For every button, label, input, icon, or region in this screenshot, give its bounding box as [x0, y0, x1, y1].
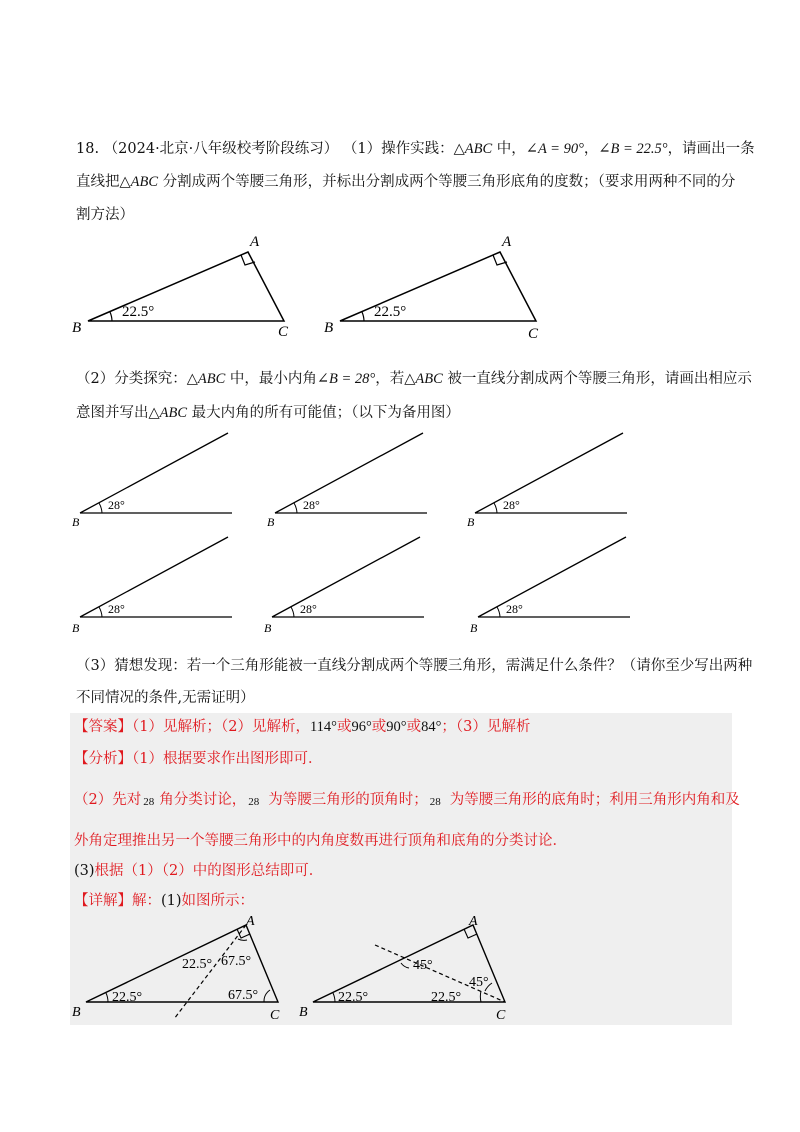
angle-arc [494, 503, 497, 513]
text: ；（3）见解析 [441, 719, 531, 735]
part2-line-1 [76, 369, 752, 389]
text: （3）猜想发现：若一个三角形能被一直线分割成两个等腰三角形，需满足什么条件？（请你至少写出两种 [76, 658, 753, 674]
angle-label-right: 45° [469, 975, 489, 990]
ray-upper [272, 537, 420, 617]
text: 外角定理推出另一个等腰三角形中的内角度数再进行顶角和底角的分类讨论． [74, 833, 567, 849]
text: 或 [336, 719, 352, 735]
text: ， [583, 141, 599, 157]
spare-figure-5 [262, 532, 432, 637]
answer-value-3: 90° [386, 719, 407, 735]
question-line-1 [76, 139, 755, 159]
answer-value-2: 96° [351, 719, 372, 735]
angle-label-left-split: 22.5° [182, 957, 213, 972]
label-b: B [324, 320, 334, 336]
analysis-tag: 【分析】 [74, 751, 132, 767]
angle-a-value: ∠A = 90° [525, 141, 584, 157]
text: 解： [132, 893, 161, 909]
text: 为等腰三角形的底角时；利用三角形内角和及 [449, 792, 740, 808]
label-b: B [72, 621, 80, 635]
label-b: B [299, 1005, 308, 1020]
angle-label: 22.5° [122, 304, 155, 320]
text: 为等腰三角形的顶角时； [268, 792, 428, 808]
label-b: B [470, 621, 478, 635]
analysis-line-4 [74, 861, 323, 881]
label-b: B [72, 320, 82, 336]
angle-label-b: 22.5° [112, 990, 143, 1005]
solution-figure-2 [295, 915, 520, 1027]
spare-figure-2 [265, 428, 435, 528]
label-a: A [502, 234, 512, 250]
triangle-abc: △ABC [186, 371, 226, 387]
answer-line [74, 717, 530, 737]
text: 角分类讨论， [159, 792, 247, 808]
label-b: B [72, 1005, 81, 1020]
figure-part1-left [70, 228, 300, 340]
angle-arc-a [238, 939, 247, 940]
ray-upper [80, 537, 228, 617]
angle-arc-c [264, 990, 270, 1002]
text: 或 [406, 719, 422, 735]
degree-value: 28 [143, 796, 155, 808]
triangle-abc: △ABC [119, 174, 159, 190]
analysis-line-2 [74, 790, 740, 810]
label-c: C [270, 1008, 280, 1023]
text: 根据（1）（2）中的图形总结即可． [94, 863, 324, 879]
angle-arc-b [106, 993, 108, 1002]
text: ，若 [375, 371, 405, 387]
angle-label: 28° [108, 498, 125, 512]
angle-arc [362, 312, 364, 321]
angle-b-value: ∠B = 28° [316, 371, 376, 387]
label-b: B [467, 515, 475, 528]
part1-label: （1）操作实践： [342, 141, 454, 157]
dashed-median [174, 925, 246, 1019]
part3-line-1 [76, 656, 752, 676]
angle-b-value: ∠B = 22.5° [598, 141, 668, 157]
angle-label: 28° [300, 602, 317, 616]
text: 割方法） [76, 207, 134, 223]
angle-label-c: 67.5° [228, 988, 259, 1003]
answer-value-1: 114° [309, 719, 337, 735]
angle-label: 28° [506, 602, 523, 616]
question-source: （2024·北京·八年级校考阶段练习） [103, 141, 339, 157]
text: 中，最小内角 [225, 371, 317, 387]
angle-arc [497, 607, 500, 617]
label-a: A [246, 915, 255, 929]
label-b: B [72, 515, 80, 528]
text: 或 [371, 719, 387, 735]
angle-label: 28° [108, 602, 125, 616]
item-number: (1) [161, 893, 182, 909]
label-b: B [264, 621, 272, 635]
label-c: C [278, 324, 289, 340]
part3-line-2 [76, 688, 255, 708]
spare-figure-3 [465, 428, 635, 528]
text: ，请画出一条 [667, 141, 755, 157]
answer-value-4: 84° [421, 719, 442, 735]
triangle-abc: △ABC [453, 141, 493, 157]
text: （1）根据要求作出图形即可． [132, 751, 323, 767]
part2-line-2 [76, 403, 460, 423]
angle-label: 28° [303, 498, 320, 512]
ray-upper [275, 433, 423, 513]
text: 被一直线分割成两个等腰三角形，请画出相应示 [442, 371, 752, 387]
part2-label: （2）分类探究： [76, 371, 187, 387]
angle-arc [294, 503, 297, 513]
angle-arc [99, 607, 102, 617]
text: （1）见解析；（2）见解析， [132, 719, 310, 735]
analysis-line-3 [74, 831, 567, 851]
question-line-3 [76, 205, 134, 225]
spare-figure-1 [70, 428, 240, 528]
angle-label: 22.5° [374, 304, 407, 320]
question-line-2 [76, 172, 735, 192]
degree-value: 28 [248, 796, 260, 808]
solution-figure-1 [70, 915, 285, 1027]
detail-line [74, 891, 254, 911]
angle-arc [99, 503, 102, 513]
detail-tag: 【详解】 [74, 893, 132, 909]
angle-label-right-split: 67.5° [221, 954, 252, 969]
angle-label-c: 22.5° [431, 990, 462, 1005]
ray-upper [475, 433, 623, 513]
angle-arc [291, 607, 294, 617]
text: 不同情况的条件,无需证明） [76, 690, 255, 706]
label-b: B [267, 515, 275, 528]
spare-figure-6 [468, 532, 638, 637]
text: （2）先对 [74, 792, 142, 808]
spare-figure-4 [70, 532, 240, 637]
label-a: A [250, 234, 260, 250]
angle-arc [110, 312, 112, 321]
text: 意图并写出 [76, 405, 149, 421]
label-c: C [496, 1008, 506, 1023]
angle-label-mid: 45° [413, 958, 433, 973]
ray-upper [478, 537, 626, 617]
text: 直线把 [76, 174, 120, 190]
answer-tag: 【答案】 [74, 719, 132, 735]
text: 中， [492, 141, 526, 157]
angle-label-b: 22.5° [338, 990, 369, 1005]
angle-label: 28° [503, 498, 520, 512]
item-number: (3) [74, 863, 95, 879]
ray-upper [80, 433, 228, 513]
analysis-line-1 [74, 749, 322, 769]
triangle-abc: △ABC [148, 405, 188, 421]
text: 分割成两个等腰三角形，并标出分割成两个等腰三角形底角的度数；（要求用两种不同的分 [158, 174, 736, 190]
label-a: A [469, 915, 478, 929]
angle-arc-mid [401, 963, 409, 968]
text: 最大内角的所有可能值；（以下为备用图） [187, 405, 460, 421]
degree-value: 28 [429, 796, 441, 808]
angle-arc-b [333, 993, 335, 1002]
label-c: C [528, 326, 539, 340]
triangle-abc: △ABC [404, 371, 443, 387]
question-number: 18. [76, 141, 100, 157]
angle-arc-c [480, 991, 481, 1002]
text: 如图所示： [181, 893, 255, 909]
figure-part1-right [322, 228, 552, 340]
